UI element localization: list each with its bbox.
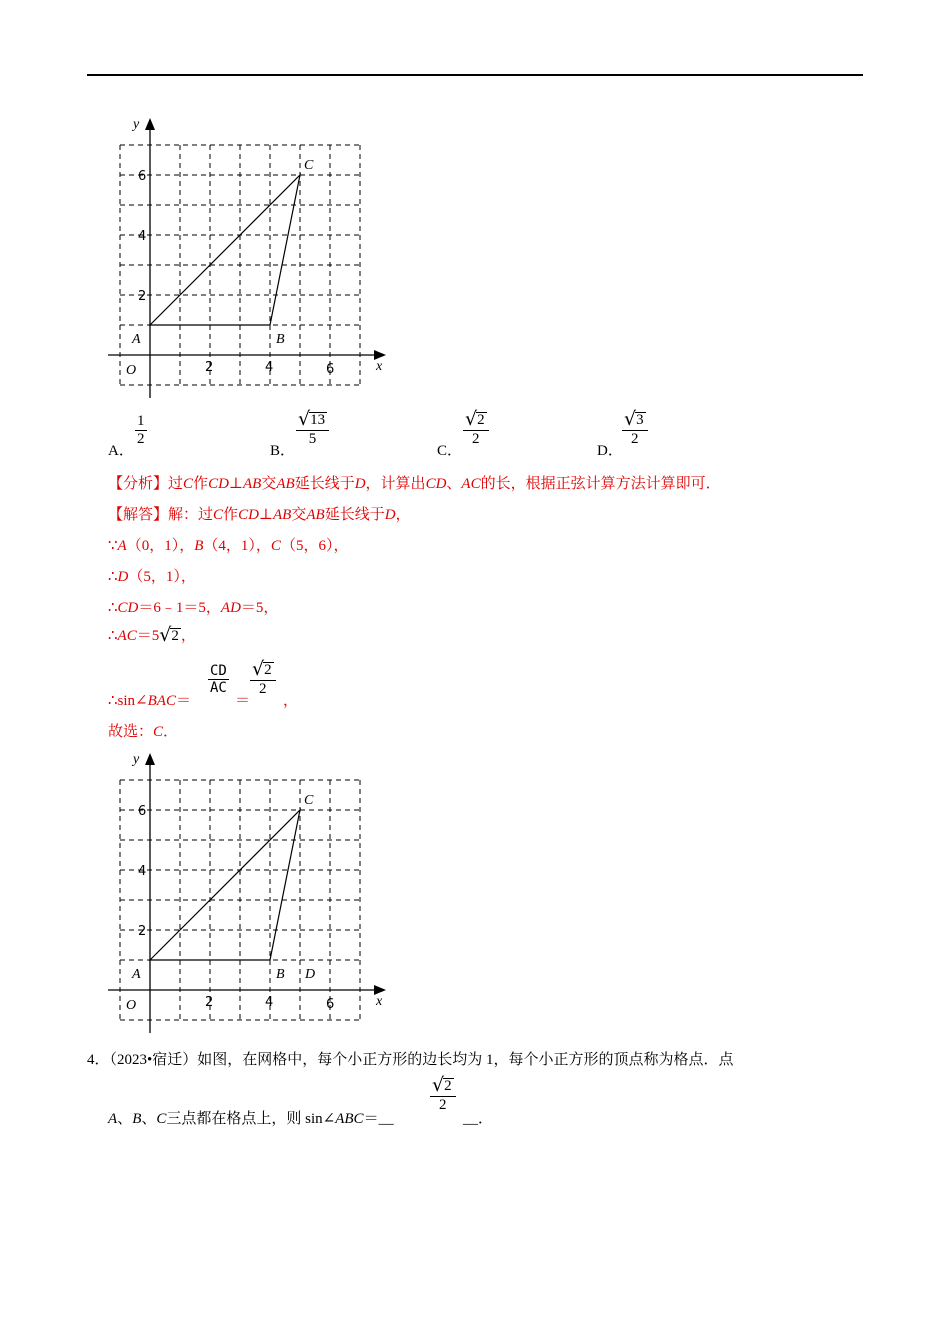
answer-blank-right[interactable]: __． <box>463 1111 494 1127</box>
choice-a-denominator: 2 <box>137 431 145 447</box>
point-b-label-2: B <box>276 967 285 982</box>
y-axis-arrow-2 <box>145 753 155 765</box>
choice-b[interactable] <box>270 410 350 460</box>
coordinate-figure-1 <box>100 110 400 410</box>
triangle-abc-2 <box>150 810 300 960</box>
y-tick-4: 4 <box>138 229 147 244</box>
point-a-label: A <box>132 332 141 347</box>
choice-b-fraction <box>296 410 329 447</box>
step-lengths: ∴CD＝6﹣1＝5，AD＝5， <box>108 600 279 616</box>
question-4-text-1: 如图，在网格中，每个小正方形的边长均为 1，每个小正方形的顶点称为格点．点 <box>197 1052 734 1068</box>
y-axis-label: y <box>133 117 140 132</box>
x-tick-4: 4 <box>265 360 274 375</box>
point-d-label-2: D <box>305 967 316 982</box>
triangle-abc <box>150 175 300 325</box>
y-tick-2: 2 <box>138 289 147 304</box>
x-tick-6-b: 6 <box>326 997 335 1012</box>
step-answer: 故选：C． <box>108 724 179 740</box>
choice-b-radical: √ 13 <box>298 408 326 430</box>
step-sin-fraction-cd-ac: CD AC <box>210 663 227 696</box>
choice-c-fraction <box>463 410 489 447</box>
point-c-label-2: C <box>304 793 314 808</box>
x-tick-2: 2 <box>205 360 214 375</box>
analysis-line: 【分析】过C作CD⊥AB交AB延长线于D，计算出CD、AC的长，根据正弦计算方法计算即可． <box>108 476 721 492</box>
x-tick-2-b: 2 <box>205 995 214 1010</box>
origin-label-2: O <box>126 998 137 1013</box>
choice-c-radical: √ 2 <box>465 408 485 430</box>
x-tick-4-b: 4 <box>265 995 274 1010</box>
choice-d-fraction <box>622 410 648 447</box>
choice-a[interactable] <box>108 410 168 460</box>
y-axis-label-2: y <box>133 752 140 767</box>
dashed-grid <box>120 145 360 385</box>
choice-a-fraction <box>135 414 147 447</box>
origin-label: O <box>126 363 137 378</box>
point-c-label: C <box>304 158 314 173</box>
choice-c[interactable] <box>437 410 517 460</box>
step-sin-eq2: ＝ <box>235 693 251 709</box>
answer-blank-left[interactable]: __ <box>378 1111 394 1127</box>
y-tick-6: 6 <box>138 169 147 184</box>
top-rule <box>87 74 863 76</box>
solution-line: 【解答】解：过C作CD⊥AB交AB延长线于D， <box>108 507 411 523</box>
step-ac-radical: √ 2 <box>159 624 179 646</box>
choice-b-label: B． <box>270 443 296 459</box>
question-4-line-2: A、B、C三点都在格点上，则 sin∠ABC＝__ <box>108 1111 394 1127</box>
choice-d[interactable] <box>597 410 677 460</box>
step-ac: ∴ AC ＝5 √ 2 ， <box>108 624 196 646</box>
choice-d-label: D． <box>597 443 623 459</box>
question-4-line-1 <box>87 1048 734 1069</box>
step-sin-fraction-root2: √ 2 2 <box>250 660 276 697</box>
step-sin-end: ， <box>283 693 299 709</box>
choice-d-denominator: 2 <box>631 431 639 447</box>
choice-d-radical: √ 3 <box>624 408 644 430</box>
y-tick-2-b: 2 <box>138 924 147 939</box>
y-tick-6-b: 6 <box>138 804 147 819</box>
question-4-number: 4． <box>87 1052 110 1068</box>
x-tick-6: 6 <box>326 362 335 377</box>
dashed-grid-2 <box>120 780 360 1020</box>
x-axis-label-2: x <box>376 994 383 1009</box>
question-4-answer-fraction: √ 2 2 <box>430 1076 456 1113</box>
step-coordinates: ∵A（0，1），B（4，1），C（5，6）， <box>108 538 349 554</box>
y-tick-4-b: 4 <box>138 864 147 879</box>
choice-b-denominator: 5 <box>308 431 317 447</box>
point-b-label: B <box>276 332 285 347</box>
x-axis-label: x <box>376 359 383 374</box>
choice-c-denominator: 2 <box>472 431 480 447</box>
question-4-source: （2023•宿迁） <box>109 1052 198 1068</box>
point-a-label-2: A <box>132 967 141 982</box>
choice-a-label: A． <box>108 443 134 459</box>
coordinate-figure-2 <box>100 745 400 1045</box>
choice-a-numerator: 1 <box>137 413 145 429</box>
y-axis-arrow <box>145 118 155 130</box>
choice-c-label: C． <box>437 443 463 459</box>
step-point-d: ∴D（5，1）， <box>108 569 196 585</box>
step-sin-label: ∴sin∠BAC＝ <box>108 693 191 709</box>
